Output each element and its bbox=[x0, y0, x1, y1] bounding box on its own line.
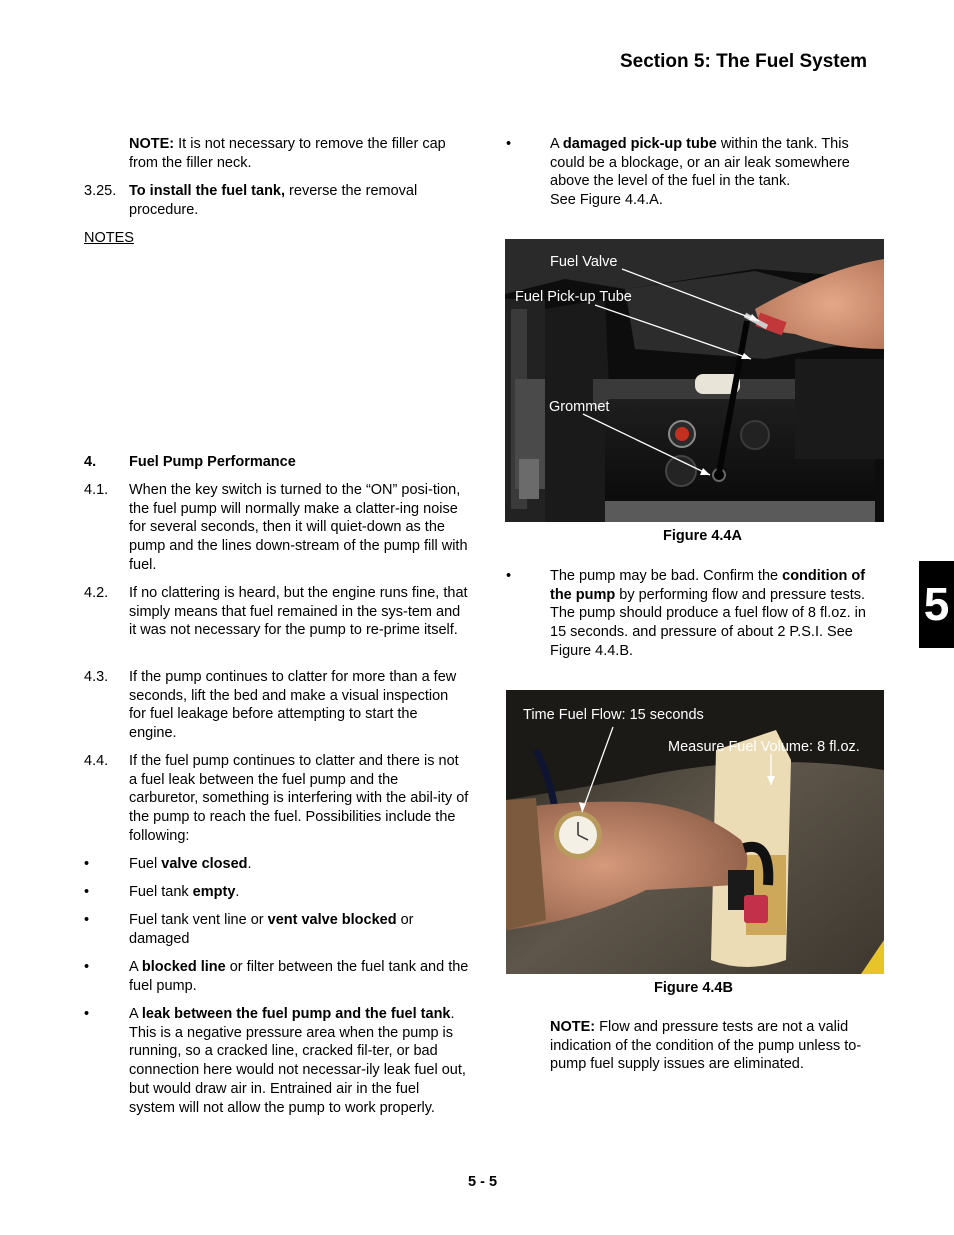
step-number: 4.1. bbox=[84, 482, 109, 498]
bullet-glyph: • bbox=[84, 884, 90, 900]
bullet-text: or filter between the fuel tank and the fuel pump. bbox=[129, 959, 469, 994]
bullet-text: by performing flow and pressure tests. The pump should produce a fuel flow of 8 fl.oz. in 15 seconds. and pressure of about 2 P.S.I. See Figure 4.4.B. bbox=[550, 586, 866, 659]
bullet-glyph: • bbox=[84, 912, 90, 928]
note-flow-pressure bbox=[550, 1018, 888, 1074]
step-number: 3.25. bbox=[84, 183, 117, 199]
label-pickup-tube: Fuel Pick-up Tube bbox=[515, 289, 632, 305]
bullet-pickup-tube bbox=[550, 135, 880, 210]
bullet-glyph: • bbox=[506, 568, 512, 584]
step-44-text: If the fuel pump continues to clatter and there is not a fuel leak between the fuel pump and the carburetor, something is interfering with the abil-ity of the pump to reach the fuel. Possibilities include the following: bbox=[129, 753, 469, 844]
note-label: NOTE: bbox=[550, 1019, 596, 1035]
bullet-text: within the tank. This could be a blockage, or an air leak somewhere above the level of the fuel in the tank. bbox=[550, 136, 850, 190]
note-text: Flow and pressure tests are not a valid indication of the condition of the pump unless to-pump fuel supply issues are eliminated. bbox=[550, 1019, 862, 1073]
bullet-blocked-line bbox=[129, 958, 469, 995]
page-number: 5 - 5 bbox=[468, 1174, 498, 1190]
figure-caption: Figure 4.4B bbox=[654, 980, 733, 996]
bullet-valve-closed bbox=[129, 855, 469, 874]
step-43-text: If the pump continues to clatter for more than a few seconds, lift the bed and make a visual inspection for fuel leakage before attempting to start the engine. bbox=[129, 669, 457, 742]
note-text: It is not necessary to remove the filler cap from the filler neck. bbox=[129, 136, 446, 171]
bullet-text: A bbox=[550, 136, 563, 152]
bullet-bold: empty bbox=[192, 884, 236, 900]
label-measure-volume: Measure Fuel Volume: 8 fl.oz. bbox=[668, 739, 860, 755]
bullet-text: The pump may be bad. Confirm the bbox=[550, 568, 783, 584]
step-325-rest: reverse the removal procedure. bbox=[129, 183, 418, 218]
figure-4-4a-photo bbox=[505, 239, 884, 522]
note-filler-cap bbox=[129, 135, 469, 172]
bullet-text: A bbox=[129, 1006, 142, 1022]
section-tab: 5 bbox=[919, 561, 954, 648]
bullet-text: Fuel tank bbox=[129, 884, 193, 900]
bullet-pump-bad bbox=[550, 567, 882, 661]
bullet-tank-empty bbox=[129, 883, 469, 902]
step-325-text bbox=[129, 182, 469, 219]
bullet-glyph: • bbox=[84, 959, 90, 975]
label-grommet: Grommet bbox=[549, 399, 610, 415]
bullet-text: . bbox=[235, 884, 240, 900]
bullet-text: or damaged bbox=[129, 912, 414, 947]
label-time-flow: Time Fuel Flow: 15 seconds bbox=[523, 707, 704, 723]
section-heading: Fuel Pump Performance bbox=[129, 454, 296, 470]
notes-heading: NOTES bbox=[84, 230, 134, 246]
note-label: NOTE: bbox=[129, 136, 175, 152]
bullet-bold: leak between the fuel pump and the fuel tank bbox=[141, 1006, 451, 1022]
bullet-text: Fuel tank vent line or bbox=[129, 912, 268, 928]
step-42-text: If no clattering is heard, but the engine runs fine, that simply means that fuel remained in the sys-tem and it was not necessary for the pump to re-prime itself. bbox=[129, 585, 468, 639]
bullet-bold: valve closed bbox=[161, 856, 248, 872]
figure-4-4b-photo bbox=[506, 690, 884, 974]
figure-reference: See Figure 4.4.A. bbox=[550, 192, 663, 209]
bullet-glyph: • bbox=[506, 136, 512, 152]
bullet-glyph: • bbox=[84, 856, 90, 872]
step-number: 4.3. bbox=[84, 669, 109, 685]
section-title: Section 5: The Fuel System bbox=[620, 51, 868, 72]
flow-test-photo bbox=[506, 690, 884, 974]
step-41-text: When the key switch is turned to the “ON” posi-tion, the fuel pump will normally make a clatter-ing noise for several seconds, then it will quiet-down as the pump and the lines down-stream of the pump fill with fuel. bbox=[129, 482, 468, 573]
bullet-text: . bbox=[247, 856, 252, 872]
bullet-text: A bbox=[129, 959, 142, 975]
step-number: 4.2. bbox=[84, 585, 109, 601]
bullet-bold: vent valve blocked bbox=[267, 912, 397, 928]
label-fuel-valve: Fuel Valve bbox=[550, 254, 618, 270]
figure-caption: Figure 4.4A bbox=[663, 528, 742, 544]
section-number: 4. bbox=[84, 454, 97, 470]
fuel-tank-photo bbox=[505, 239, 884, 522]
step-325-bold: To install the fuel tank, bbox=[129, 183, 286, 199]
bullet-bold: damaged pick-up tube bbox=[562, 136, 717, 152]
bullet-leak bbox=[129, 1005, 467, 1117]
bullet-bold: blocked line bbox=[141, 959, 226, 975]
bullet-vent-blocked bbox=[129, 911, 469, 948]
bullet-glyph: • bbox=[84, 1006, 90, 1022]
bullet-text: . This is a negative pressure area when the pump is running, so a cracked line, cracked fil-ter, or bad connection here would not necessar-ily leak fuel out, but would draw air in. Entrained air in the fuel system will not allow the pump to work properly. bbox=[129, 1006, 466, 1116]
step-number: 4.4. bbox=[84, 753, 109, 769]
bullet-text: Fuel bbox=[129, 856, 162, 872]
bullet-bold: condition of the pump bbox=[550, 568, 866, 603]
